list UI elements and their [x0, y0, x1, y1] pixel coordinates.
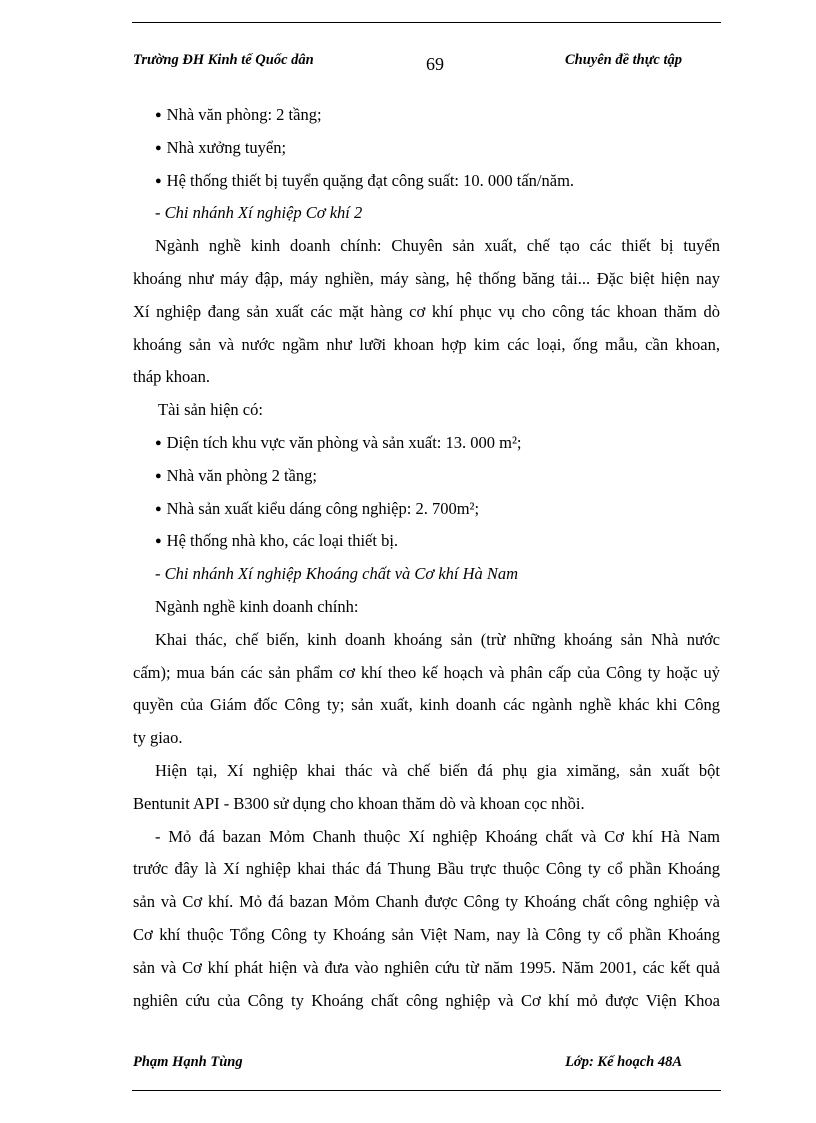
section-heading: - Chi nhánh Xí nghiệp Khoáng chất và Cơ khí Hà Nam [155, 564, 519, 584]
paragraph-line: Khai thác, chế biến, kinh doanh khoáng sản (trừ những khoáng sản Nhà nước [155, 629, 720, 649]
header-title: Chuyên đề thực tập [564, 52, 682, 68]
paragraph-line: Cơ khí thuộc Tổng Công ty Khoáng sản Việt Nam, nay là Công ty cổ phần Khoáng [133, 924, 720, 944]
bullet-item: ● Nhà xưởng tuyển; [133, 132, 720, 165]
paragraph-line: - Mỏ đá bazan Mỏm Chanh thuộc Xí nghiệp Khoáng chất và Cơ khí Hà Nam [155, 826, 720, 846]
footer-class: Lớp: Kế hoạch 48A [565, 1054, 682, 1070]
paragraph-line: cấm); mua bán các sản phẩm cơ khí theo kế hoạch và phân cấp của Công ty hoặc uỷ [133, 662, 720, 682]
paragraph-line: Hiện tại, Xí nghiệp khai thác và chế biến đá phụ gia ximăng, sản xuất bột [155, 760, 720, 780]
paragraph-line: ty giao. [133, 728, 183, 748]
bullet-item: ● Hệ thống thiết bị tuyển quặng đạt công suất: 10. 000 tấn/năm. [133, 165, 720, 198]
paragraph-line: khoáng như máy đập, máy nghiền, máy sàng, hệ thống băng tải... Đặc biệt hiện nay [133, 268, 720, 288]
paragraph-line: trước đây là Xí nghiệp khai thác đá Thung Bầu trực thuộc Công ty cổ phần Khoáng [133, 859, 720, 879]
paragraph-line: tháp khoan. [133, 367, 210, 387]
paragraph-line: sản và Cơ khí. Mỏ đá bazan Mỏm Chanh được Công ty Khoáng chất công nghiệp và [133, 892, 720, 912]
header-school: Trường ĐH Kinh tế Quốc dân [133, 52, 314, 68]
bullet-item: ● Nhà văn phòng 2 tầng; [133, 460, 720, 493]
bullet-item: ● Nhà văn phòng: 2 tầng; [133, 99, 720, 132]
footer-rule [132, 1090, 721, 1091]
bullet-item: ● Hệ thống nhà kho, các loại thiết bị. [133, 525, 720, 558]
bullet-item: ● Nhà sản xuất kiểu dáng công nghiệp: 2. 700m²; [133, 493, 720, 526]
bullet-item: ● Diện tích khu vực văn phòng và sản xuất: 13. 000 m²; [133, 427, 720, 460]
page-body [133, 99, 720, 1017]
header-rule [132, 22, 721, 23]
paragraph-line: nghiên cứu của Công ty Khoáng chất công nghiệp và Cơ khí mỏ được Viện Khoa [133, 990, 720, 1010]
paragraph-line: Ngành nghề kinh doanh chính: [155, 596, 359, 616]
paragraph-line: Bentunit API - B300 sử dụng cho khoan thăm dò và khoan cọc nhồi. [133, 793, 585, 813]
page-number: 69 [426, 54, 444, 74]
paragraph-line: sản và Cơ khí phát hiện và đưa vào nghiên cứu từ năm 1995. Năm 2001, các kết quả [133, 957, 720, 977]
paragraph-line: khoáng sản và nước ngầm như lưỡi khoan hợp kim các loại, ống mẫu, cần khoan, [133, 334, 720, 354]
paragraph-line: quyền của Giám đốc Công ty; sản xuất, kinh doanh các ngành nghề khác khi Công [133, 695, 720, 715]
section-heading: - Chi nhánh Xí nghiệp Cơ khí 2 [155, 203, 363, 223]
paragraph-line: Ngành nghề kinh doanh chính: Chuyên sản xuất, chế tạo các thiết bị tuyển [155, 236, 720, 256]
footer-author: Phạm Hạnh Tùng [133, 1054, 243, 1070]
paragraph-line: Xí nghiệp đang sản xuất các mặt hàng cơ khí phục vụ cho công tác khoan thăm dò [133, 301, 720, 321]
paragraph-line: Tài sản hiện có: [158, 400, 263, 420]
